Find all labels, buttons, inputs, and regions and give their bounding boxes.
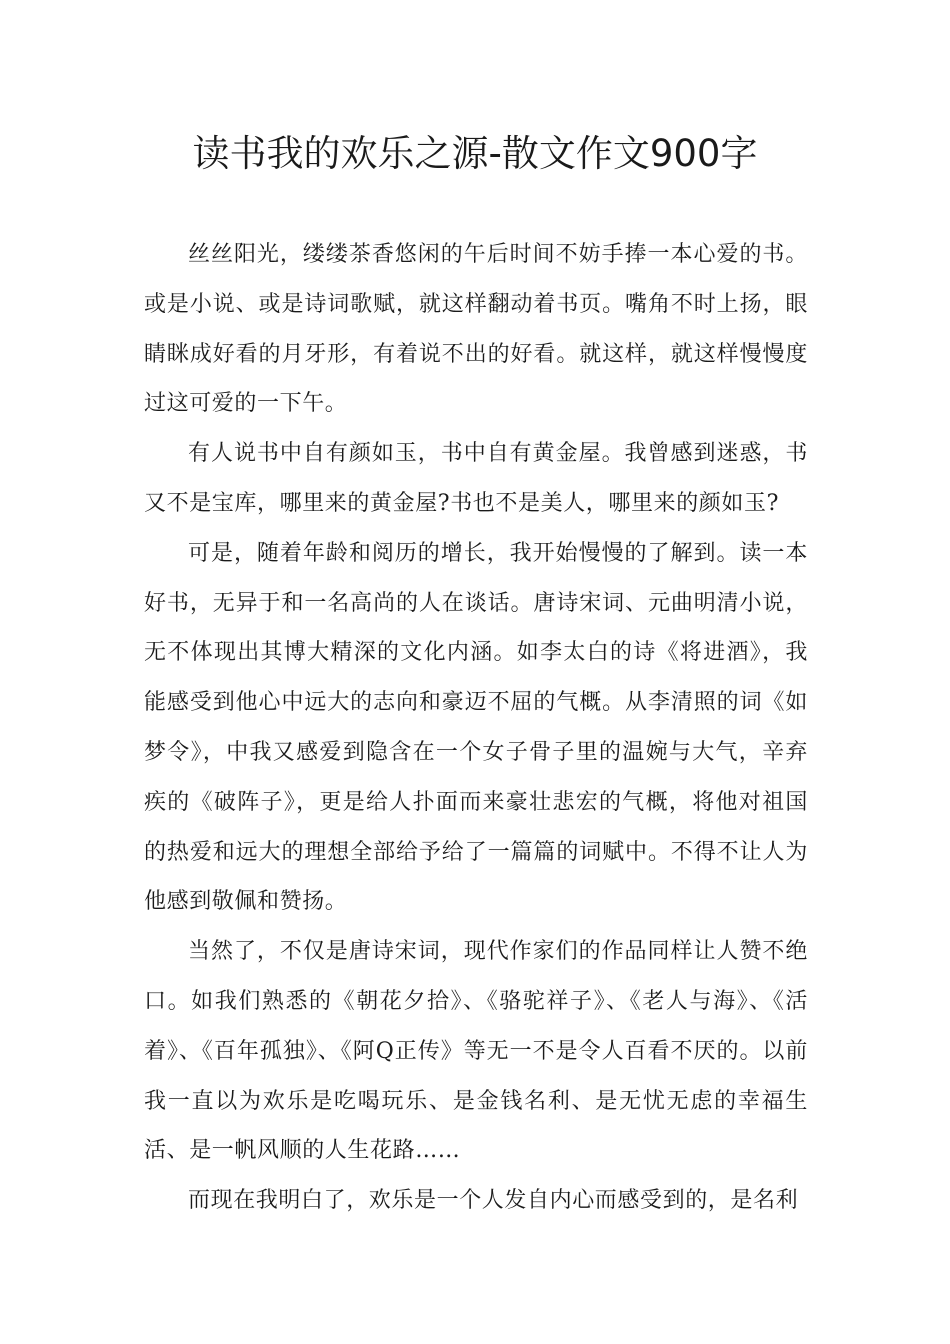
page-title: 读书我的欢乐之源-散文作文900字	[192, 132, 758, 175]
paragraph-5: 而现在我明白了，欢乐是一个人发自内心而感受到的，是名利	[188, 1188, 799, 1214]
paragraph-2: 有人说书中自有颜如玉，书中自有黄金屋。我曾感到迷惑，书又不是宝库，哪里来的黄金屋?书也不是美人，哪里来的颜如玉?	[144, 441, 808, 516]
article-body	[144, 230, 808, 1226]
paragraph-1: 丝丝阳光，缕缕茶香悠闲的午后时间不妨手捧一本心爱的书。或是小说、或是诗词歌赋，就这样翻动着书页。嘴角不时上扬，眼睛眯成好看的月牙形，有着说不出的好看。就这样，就这样慢慢度过这可爱的一下午。	[144, 242, 808, 417]
paragraph-4: 当然了，不仅是唐诗宋词，现代作家们的作品同样让人赞不绝口。如我们熟悉的《朝花夕拾》、《骆驼祥子》、《老人与海》、《活着》、《百年孤独》、《阿Q正传》等无一不是令人百看不厌的。以前我一直以为欢乐是吃喝玩乐、是金钱名利、是无忧无虑的幸福生活、是一帆风顺的人生花路……	[144, 939, 808, 1164]
paragraph-3: 可是，随着年龄和阅历的增长，我开始慢慢的了解到。读一本好书，无异于和一名高尚的人在谈话。唐诗宋词、元曲明清小说，无不体现出其博大精深的文化内涵。如李太白的诗《将进酒》，我能感受到他心中远大的志向和豪迈不屈的气概。从李清照的词《如梦令》，中我又感爱到隐含在一个女子骨子里的温婉与大气，辛弃疾的《破阵子》，更是给人扑面而来豪壮悲宏的气概，将他对祖国的热爱和远大的理想全部给予给了一篇篇的词赋中。不得不让人为他感到敬佩和赞扬。	[144, 540, 808, 915]
